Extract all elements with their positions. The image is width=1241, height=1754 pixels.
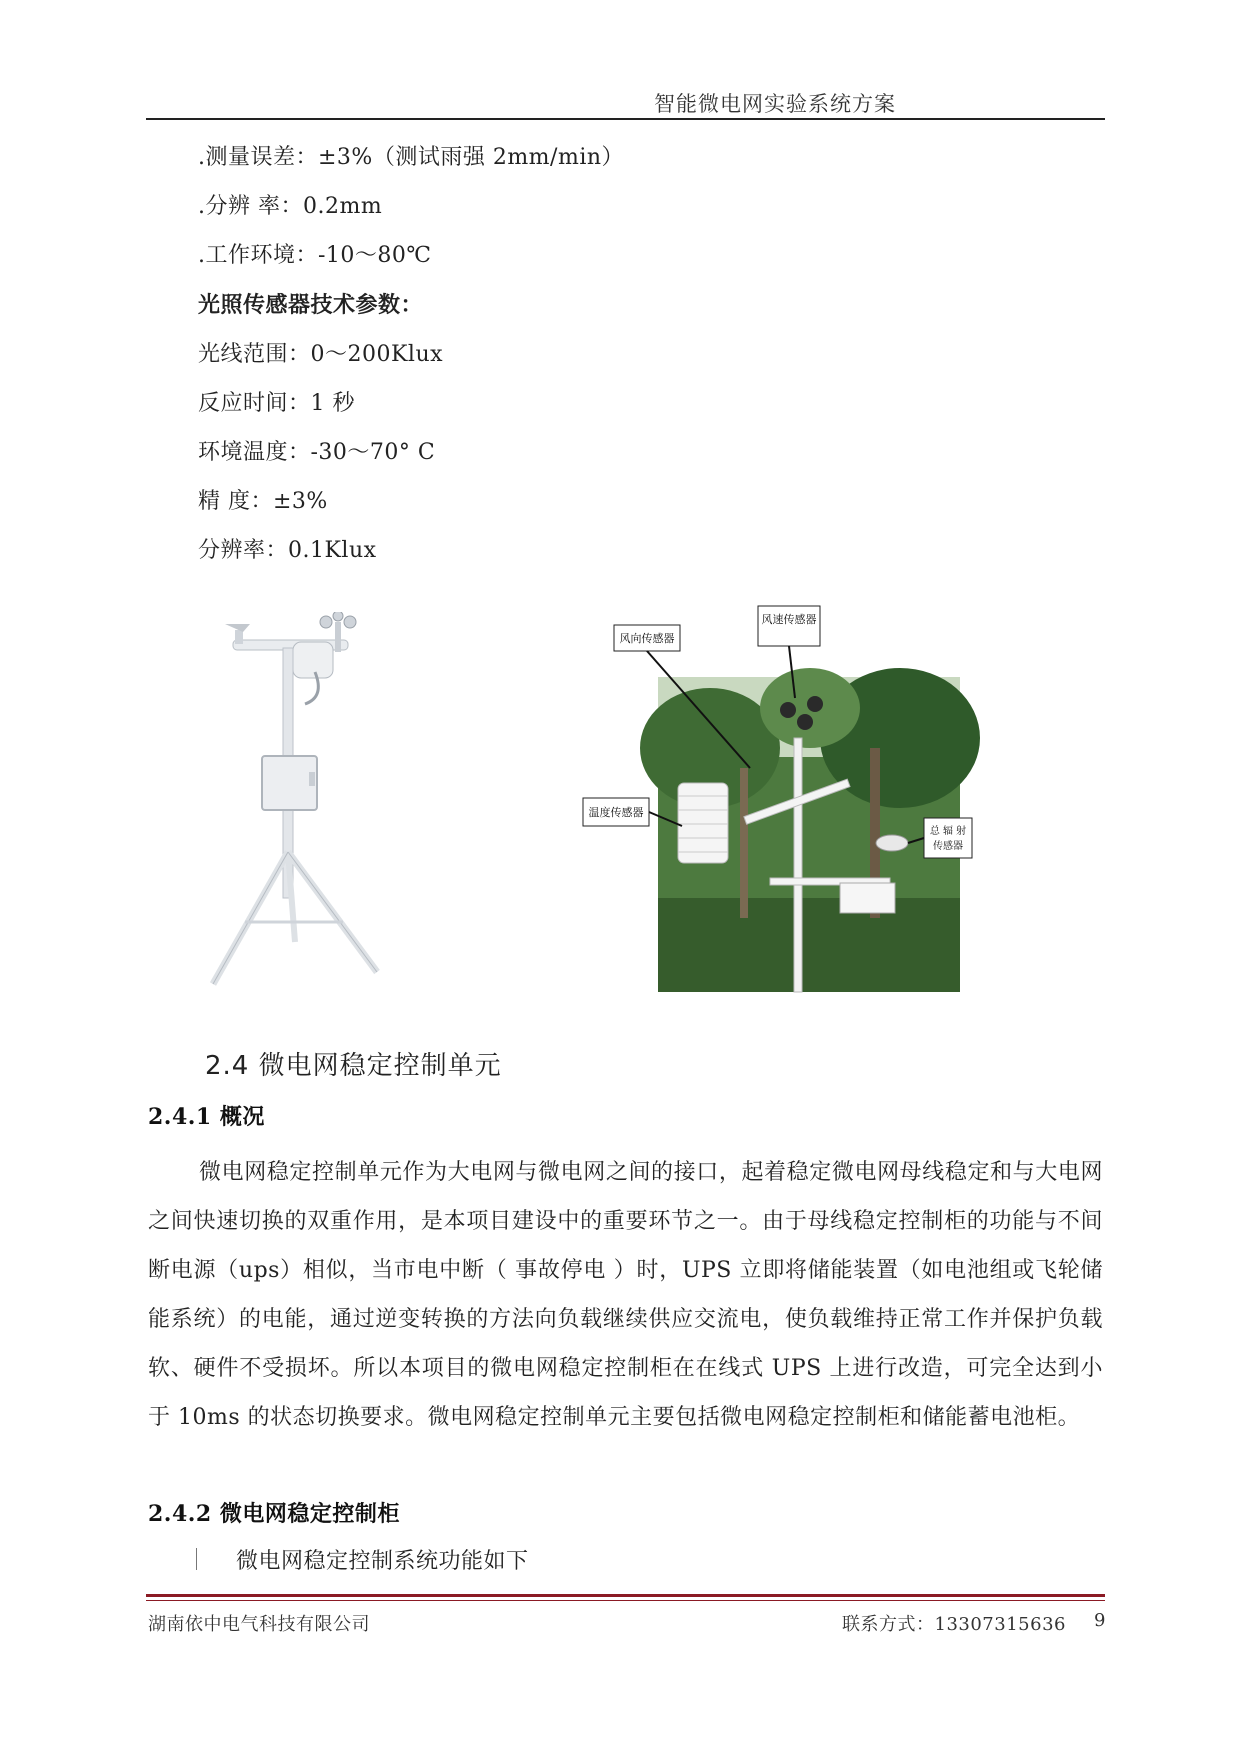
light-param-accuracy: 精 度：±3% xyxy=(198,489,328,514)
footer-contact: 联系方式：13307315636 xyxy=(842,1614,1066,1635)
weather-station-field-photo xyxy=(570,598,1040,998)
weather-station-tripod-image xyxy=(205,612,450,1002)
subsection-title-cabinet: 2.4.2 微电网稳定控制柜 xyxy=(148,1501,400,1527)
label-radiation-line1: 总 辐 射 xyxy=(929,826,967,837)
light-sensor-heading: 光照传感器技术参数： xyxy=(198,292,424,318)
footer-rule xyxy=(146,1594,1105,1597)
light-param-temperature: 环境温度：-30～70° C xyxy=(198,440,436,465)
label-wind-direction: 风向传感器 xyxy=(619,632,675,645)
header-rule xyxy=(146,118,1105,120)
label-temperature: 温度传感器 xyxy=(588,806,644,819)
light-param-response: 反应时间：1 秒 xyxy=(198,391,355,416)
bullet-marker xyxy=(196,1548,197,1570)
rain-param-resolution: .分辨 率：0.2mm xyxy=(198,194,383,219)
section-title: 2.4 微电网稳定控制单元 xyxy=(205,1051,502,1081)
bullet-text: 微电网稳定控制系统功能如下 xyxy=(236,1549,529,1574)
label-radiation-line2: 传感器 xyxy=(933,841,963,852)
overview-paragraph: 微电网稳定控制单元作为大电网与微电网之间的接口，起着稳定微电网母线稳定和与大电网之间快速切换的双重作用，是本项目建设中的重要环节之一。由于母线稳定控制柜的功能与不间断电源（ups）相似，当市电中断（ 事故停电 ）时，UPS 立即将储能装置（如电池组或飞轮储能系统）的电能，通过逆变转换的方法向负载继续供应交流电，使负载维持正常工作并保护负载软、硬件不受损坏。所以本项目的微电网稳定控制柜在在线式 UPS 上进行改造，可完全达到小于 10ms 的状态切换要求。微电网稳定控制单元主要包括微电网稳定控制柜和储能蓄电池柜。 xyxy=(148,1160,1103,1430)
subsection-title-overview: 2.4.1 概况 xyxy=(148,1104,265,1130)
label-wind-speed: 风速传感器 xyxy=(761,613,817,626)
header-title: 智能微电网实验系统方案 xyxy=(654,92,896,116)
footer-company: 湖南依中电气科技有限公司 xyxy=(148,1614,370,1635)
light-param-resolution: 分辨率：0.1Klux xyxy=(198,538,377,563)
light-param-range: 光线范围：0～200Klux xyxy=(198,342,444,367)
footer-rule-thin xyxy=(146,1600,1105,1601)
page-number: 9 xyxy=(1094,1610,1106,1631)
rain-param-error: .测量误差：±3%（测试雨强 2mm/min） xyxy=(198,145,625,170)
rain-param-environment: .工作环境：-10～80℃ xyxy=(198,243,432,268)
